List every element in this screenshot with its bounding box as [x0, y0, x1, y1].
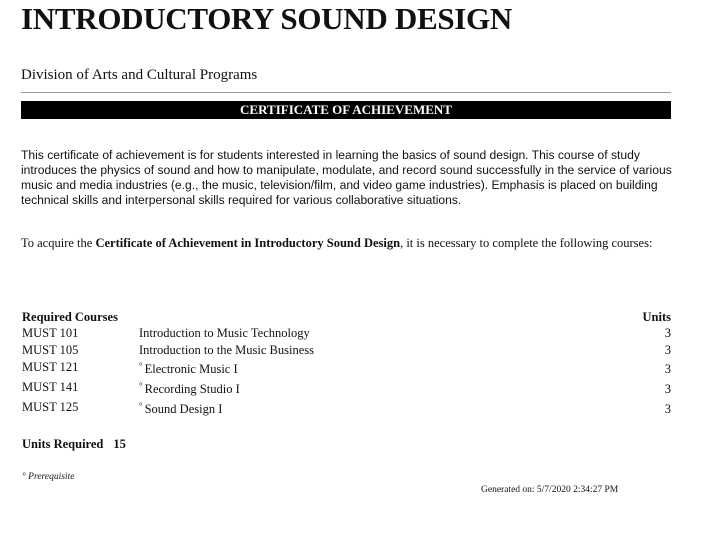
- course-row: [22, 343, 671, 360]
- units-required: [22, 437, 126, 452]
- prerequisite-mark: °: [139, 381, 143, 391]
- units-required-label: Units Required: [22, 437, 104, 451]
- generated-timestamp: Generated on: 5/7/2020 2:34:27 PM: [481, 485, 619, 495]
- certificate-banner: CERTIFICATE OF ACHIEVEMENT: [21, 101, 671, 119]
- course-name: Introduction to Music Technology: [139, 326, 310, 340]
- page-title: INTRODUCTORY SOUND DESIGN: [21, 1, 512, 36]
- course-code: MUST 141: [22, 380, 79, 394]
- certificate-name: Certificate of Achievement in Introductory Sound Design: [95, 236, 401, 250]
- course-name: Electronic Music I: [144, 362, 238, 376]
- required-courses-table: [22, 310, 671, 420]
- intro-suffix: , it is necessary to complete the following courses:: [400, 236, 653, 250]
- course-code: MUST 121: [22, 360, 79, 374]
- units-heading: Units: [642, 310, 671, 324]
- courses-heading: Required Courses: [22, 310, 118, 324]
- course-units: 3: [664, 326, 671, 340]
- prerequisite-footnote: ° Prerequisite: [22, 472, 75, 482]
- course-row: [22, 380, 671, 400]
- course-units: 3: [664, 362, 671, 376]
- prerequisite-mark: °: [139, 361, 143, 371]
- course-row: [22, 326, 671, 343]
- course-row: [22, 400, 671, 420]
- course-name-cell: [139, 343, 314, 358]
- units-required-value: 15: [113, 437, 126, 451]
- courses-header-row: [22, 310, 671, 326]
- course-code: MUST 101: [22, 326, 79, 340]
- header-divider: [21, 92, 671, 93]
- course-name-cell: [139, 326, 310, 341]
- course-name: Recording Studio I: [144, 382, 240, 396]
- course-name-cell: [139, 402, 222, 417]
- division-subtitle: Division of Arts and Cultural Programs: [21, 67, 258, 83]
- course-units: 3: [664, 402, 671, 416]
- course-name: Introduction to the Music Business: [139, 343, 314, 357]
- prerequisite-mark: °: [139, 401, 143, 411]
- intro-prefix: To acquire the: [21, 236, 96, 250]
- course-name-cell: [139, 362, 238, 377]
- course-rows: [22, 326, 671, 420]
- course-row: [22, 360, 671, 380]
- course-code: MUST 105: [22, 343, 79, 357]
- course-name-cell: [139, 382, 240, 397]
- requirement-intro: [21, 236, 673, 251]
- course-name: Sound Design I: [144, 402, 223, 416]
- certificate-description: This certificate of achievement is for students interested in learning the basics of sound design. This course of study introduces the physics of sound and how to manipulate, modulate, and record sound successfully in the service of various music and media industries (e.g., the music, television/film, and video game industries). Emphasis is placed on building technical skills and interpersonal skills required for various collaborative situations.: [21, 148, 672, 207]
- course-units: 3: [664, 343, 671, 357]
- course-code: MUST 125: [22, 400, 79, 414]
- course-units: 3: [664, 382, 671, 396]
